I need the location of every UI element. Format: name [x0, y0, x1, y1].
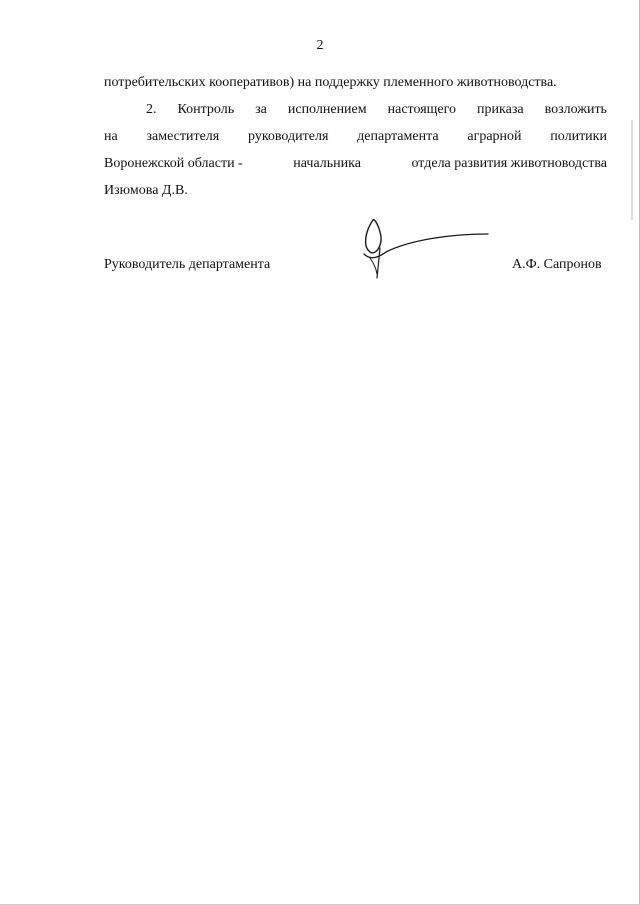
- line2-word: возложить: [544, 102, 607, 117]
- line2-word: приказа: [477, 102, 524, 117]
- line3-word: департамента: [357, 129, 439, 144]
- handwritten-signature: [340, 208, 500, 288]
- line2-word: Контроль: [177, 102, 235, 117]
- body-line-5: Изюмова Д.В.: [104, 183, 188, 198]
- line3-word: заместителя: [146, 129, 220, 144]
- scan-artifact: [631, 120, 633, 220]
- body-line-2: [104, 101, 607, 119]
- page-number: 2: [316, 38, 324, 53]
- line2-word: за: [255, 102, 267, 117]
- line2-word: 2.: [146, 102, 157, 117]
- line3-word: аграрной: [467, 129, 522, 144]
- body-line-4: [104, 155, 607, 173]
- line4-segment: отдела развития животноводства: [411, 156, 607, 171]
- line4-segment: начальника: [293, 156, 361, 171]
- line3-word: руководителя: [248, 129, 329, 144]
- line2-word: настоящего: [387, 102, 457, 117]
- line2-word: исполнением: [287, 102, 367, 117]
- signatory-name: А.Ф. Сапронов: [512, 257, 602, 272]
- body-line-3: [104, 128, 607, 146]
- body-line-1: потребительских кооперативов) на поддержку племенного животноводства.: [104, 75, 557, 90]
- line4-segment: Воронежской области -: [104, 156, 243, 171]
- line3-word: на: [104, 129, 118, 144]
- signatory-title: Руководитель департамента: [104, 257, 271, 272]
- line3-word: политики: [550, 129, 607, 144]
